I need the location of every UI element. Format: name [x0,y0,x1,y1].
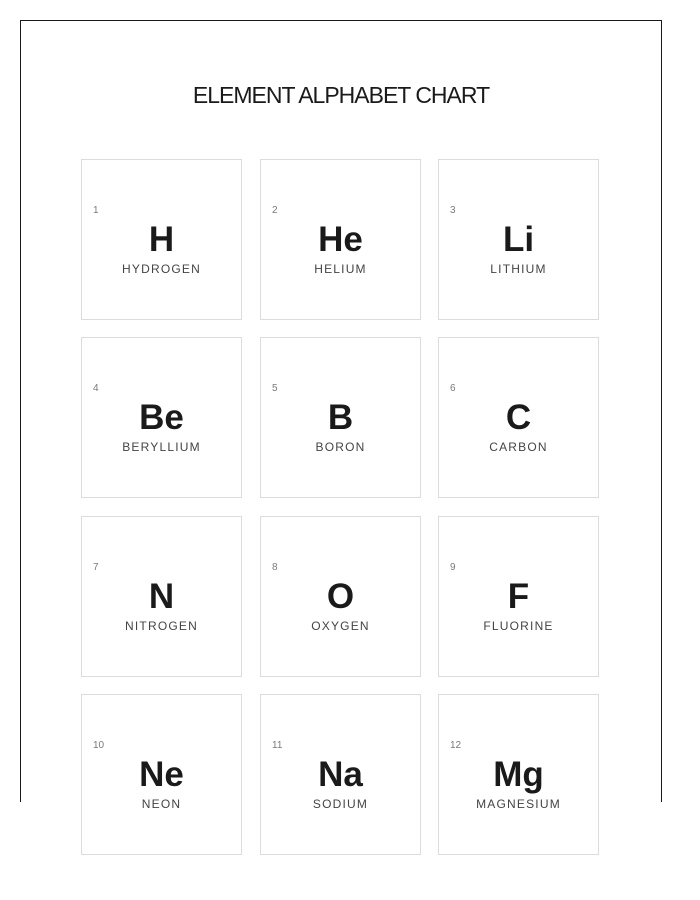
element-tile-helium [260,159,421,320]
element-name: SODIUM [312,797,369,811]
atomic-number: 5 [272,383,278,394]
element-name: CARBON [489,440,548,454]
element-name: MAGNESIUM [476,797,561,811]
atomic-number: 6 [450,383,456,394]
element-symbol: N [148,577,175,616]
element-name: OXYGEN [311,619,370,633]
element-tile-lithium [438,159,599,320]
element-name: NEON [141,797,182,811]
element-tile-carbon [438,337,599,498]
element-symbol: Ne [139,755,184,794]
element-tile-sodium [260,694,421,855]
atomic-number: 8 [272,562,278,573]
element-name: LITHIUM [490,262,547,276]
element-symbol: H [148,220,175,259]
page-title: ELEMENT ALPHABET CHART [192,82,490,108]
atomic-number: 1 [93,205,99,216]
atomic-number: 4 [93,383,99,394]
atomic-number: 11 [272,740,283,751]
element-symbol: Li [502,220,535,259]
atomic-number: 7 [93,562,99,573]
element-symbol: B [327,398,354,437]
element-tile-oxygen [260,516,421,677]
element-symbol: He [318,220,363,259]
element-tile-magnesium [438,694,599,855]
chart-page [20,20,662,811]
element-name: HELIUM [314,262,367,276]
atomic-number: 10 [93,740,105,751]
element-tile-beryllium [81,337,242,498]
atomic-number: 12 [450,740,462,751]
atomic-number: 9 [450,562,456,573]
element-name: FLUORINE [483,619,554,633]
element-tile-neon [81,694,242,855]
element-symbol: Mg [493,755,544,794]
element-name: NITROGEN [125,619,198,633]
element-name: HYDROGEN [122,262,201,276]
element-symbol: O [326,577,355,616]
element-name: BORON [315,440,366,454]
element-symbol: C [505,398,532,437]
element-symbol: Be [139,398,184,437]
element-tile-hydrogen [81,159,242,320]
element-symbol: F [507,577,530,616]
atomic-number: 3 [450,205,456,216]
element-tile-boron [260,337,421,498]
atomic-number: 2 [272,205,278,216]
element-tile-fluorine [438,516,599,677]
element-name: BERYLLIUM [122,440,201,454]
element-symbol: Na [318,755,363,794]
element-tile-nitrogen [81,516,242,677]
